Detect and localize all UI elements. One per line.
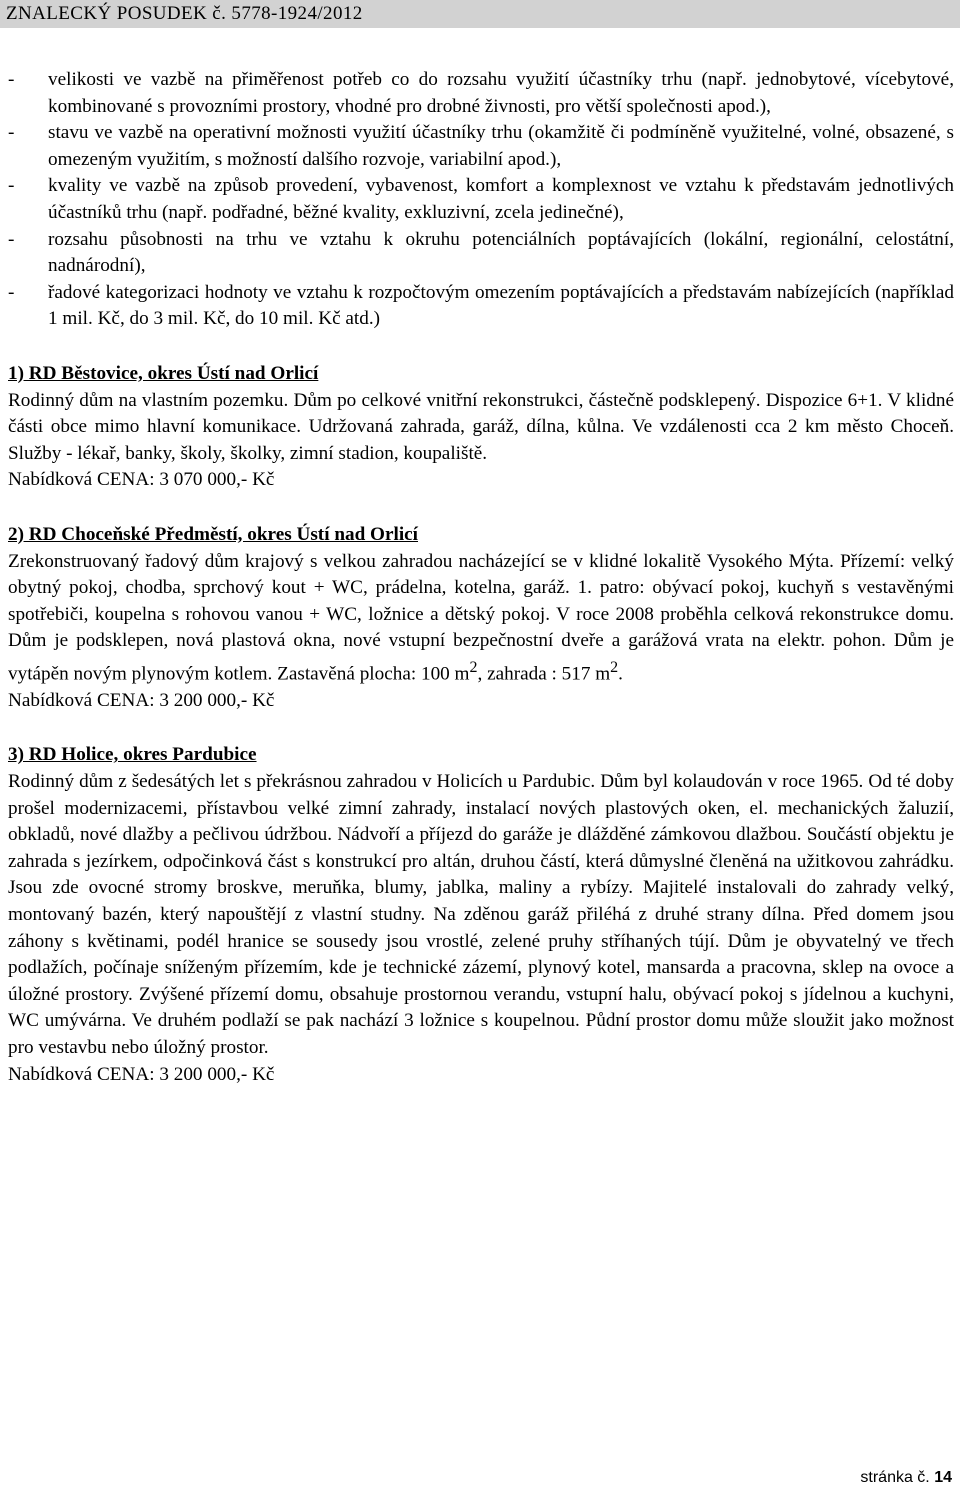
list-item: - kvality ve vazbě na způsob provedení, vybavenost, komfort a komplexnost ve vztahu k představám jednotlivých účastníků trhu (např. podřadné, běžné kvality, exkluzivní, zcela jedinečné), xyxy=(8,173,954,226)
superscript: 2 xyxy=(469,658,478,676)
header-band xyxy=(0,0,960,28)
section-description: Rodinný dům z šedesátých let s překrásnou zahradou v Holicích u Pardubic. Dům byl kolaudován v roce 1965. Od té doby prošel modernizacemi, přístavbou velké zimní zahrady, instalací nových plastových oken, el. mechanických žaluzií, obkladů, nové dlažby a pečlivou údržbou. Nádvoří a příjezd do garáže je dlážděné zámkovou dlažbou. Součástí objektu je zahrada s jezírkem, odpočinková část s konstrukcí pro altán, druhou částí, která důmyslné členěná na užitkovou zahrádku. Jsou zde ovocné stromy broskve, meruňka, blumy, jablka, maliny a rybízy. Majitelé instalovali do zahrady velký, montovaný bazén, který napouštějí z vlastní studny. Na zděnou garáž přiléhá z druhé strany dílna. Před domem jsou záhony s květinami, podél hranice se sousedy jsou vrostlé, zelené pruhy stříhaných tújí. Dům je obyvatelný ve třech podlažích, počínaje sníženým přízemím, kde je technické zázemí, plynový kotel, mansarda a pracovna, sklep na ovoce a úložné prostory. Zvýšené přízemí domu, obsahuje prostornou verandu, vstupní halu, obývací pokoj s jídelnou a kuchyni, WC umývárna. Ve druhém podlaží se pak nachází 3 ložnice s koupelnou. Půdní prostor domu může sloužit jako možnost pro vestavbu nebo úložný prostor. xyxy=(8,771,954,1058)
description-text: , zahrada : 517 m xyxy=(477,663,611,685)
section-description xyxy=(8,549,954,688)
offer-price: Nabídková CENA: 3 200 000,- Kč xyxy=(8,689,275,711)
criteria-list xyxy=(8,67,954,333)
list-item: - velikosti ve vazbě na přiměřenost potřeb co do rozsahu využití účastníky trhu (např. jednobytové, vícebytové, kombinované s provozními prostory, vhodné pro drobné živnosti, pro větší společnosti apod.), xyxy=(8,67,954,120)
page-footer xyxy=(860,1469,952,1487)
page-label: stránka č. xyxy=(860,1469,930,1486)
description-text: . xyxy=(618,663,623,685)
list-item: - rozsahu působnosti na trhu ve vztahu k okruhu potenciálních poptávajících (lokální, regionální, celostátní, nadnárodní), xyxy=(8,227,954,280)
section-title: 3) RD Holice, okres Pardubice xyxy=(8,744,257,766)
page-number: 14 xyxy=(934,1469,952,1486)
section-title: 1) RD Běstovice, okres Ústí nad Orlicí xyxy=(8,362,319,384)
list-item: - stavu ve vazbě na operativní možnosti využití účastníky trhu (okamžitě či podmíněně využitelné, volné, obsazené, s omezeným využitím, s možností dalšího rozvoje, variabilní apod.), xyxy=(8,120,954,173)
page-content xyxy=(8,67,954,1088)
superscript: 2 xyxy=(610,658,619,676)
property-section-2 xyxy=(8,522,954,715)
document-header-title: ZNALECKÝ POSUDEK č. 5778-1924/2012 xyxy=(6,3,363,24)
list-item: - řadové kategorizaci hodnoty ve vztahu k rozpočtovým omezením poptávajících a představám nabízejících (například 1 mil. Kč, do 3 mil. Kč, do 10 mil. Kč atd.) xyxy=(8,280,954,333)
offer-price: Nabídková CENA: 3 070 000,- Kč xyxy=(8,469,275,491)
property-section-3 xyxy=(8,742,954,1088)
description-text: Zrekonstruovaný řadový dům krajový s velkou zahradou nacházející se v klidné lokalitě Vysokého Mýta. Přízemí: velký obytný pokoj, chodba, sprchový kout + WC, prádelna, kotelna, garáž. 1. patro: obývací pokoj, kuchyň s vestavěnými spotřebiči, koupelna s rohovou vanou + WC, ložnice a dětský pokoj. V roce 2008 proběhla celková rekonstrukce domu. Dům je podsklepen, nová plastová okna, nové vstupní bezpečnostní dveře a garážová vrata na elektr. pohon. Dům je vytápěn novým plynovým kotlem. Zastavěná plocha: 100 m xyxy=(8,550,954,685)
section-description: Rodinný dům na vlastním pozemku. Dům po celkové vnitřní rekonstrukci, částečně podsklepený. Dispozice 6+1. V klidné části obce mimo hlavní komunikace. Udržovaná zahrada, garáž, dílna, kůlna. Ve vzdálenosti cca 2 km město Choceň. Služby - lékař, banky, školy, školky, zimní stadion, koupaliště. xyxy=(8,389,954,464)
offer-price: Nabídková CENA: 3 200 000,- Kč xyxy=(8,1063,275,1085)
section-title: 2) RD Choceňské Předměstí, okres Ústí nad Orlicí xyxy=(8,523,419,545)
property-section-1 xyxy=(8,361,954,494)
